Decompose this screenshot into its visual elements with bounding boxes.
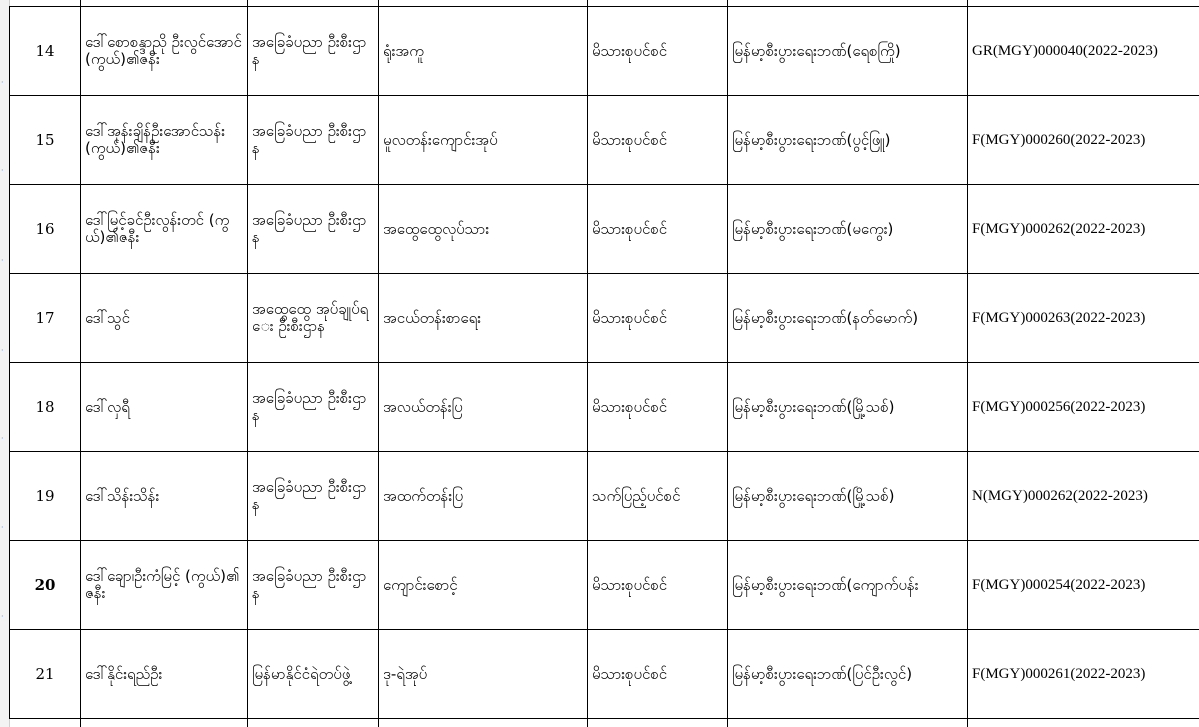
department-cell[interactable]: အထွေထွေ အုပ်ချုပ်ရေး ဦးစီးဌာန bbox=[248, 274, 379, 363]
name-cell[interactable]: ဒေါ်အုန်းချိန်ဦးအောင်သန်း (ကွယ်)၏ဇနီး bbox=[81, 96, 248, 185]
table-row[interactable] bbox=[10, 274, 1199, 363]
name-cell[interactable]: ဒေါ်သွင် bbox=[81, 274, 248, 363]
gutter-mark: · bbox=[1, 612, 4, 621]
position-cell[interactable]: အထက်တန်းပြ bbox=[379, 452, 588, 541]
position-cell[interactable]: မူလတန်းကျောင်းအုပ် bbox=[379, 96, 588, 185]
bank-branch-cell[interactable]: မြန်မာ့စီးပွားရေးဘဏ်(မကွေး) bbox=[728, 185, 968, 274]
pension-code-cell[interactable]: N(MGY)000262(2022-2023) bbox=[968, 452, 1199, 541]
pension-type-cell[interactable]: မိသားစုပင်စင် bbox=[588, 185, 728, 274]
pension-type-cell[interactable]: မိသားစုပင်စင် bbox=[588, 96, 728, 185]
table-row[interactable] bbox=[10, 185, 1199, 274]
row-number-cell[interactable]: 18 bbox=[10, 363, 81, 452]
department-cell[interactable]: အခြေခံပညာ ဦးစီးဌာန bbox=[248, 541, 379, 630]
bank-branch-cell[interactable]: မြန်မာ့စီးပွားရေးဘဏ်(ပြင်ဦးလွင်) bbox=[728, 630, 968, 719]
name-cell[interactable]: ဒေါ်သိန်းသိန်း bbox=[81, 452, 248, 541]
pension-code-cell[interactable]: GR(MGY)000040(2022-2023) bbox=[968, 7, 1199, 96]
bank-branch-cell[interactable]: မြန်မာ့စီးပွားရေးဘဏ်(မြို့သစ်) bbox=[728, 363, 968, 452]
gutter-mark: · bbox=[1, 78, 4, 87]
pension-code-cell[interactable]: F(MGY)000262(2022-2023) bbox=[968, 185, 1199, 274]
table-row[interactable] bbox=[10, 541, 1199, 630]
name-cell[interactable]: ဒေါ်မြင့်ခင်ဦးလွန်းတင် (ကွယ်)၏ဇနီး bbox=[81, 185, 248, 274]
department-cell[interactable]: အခြေခံပညာ ဦးစီးဌာန bbox=[248, 96, 379, 185]
name-cell[interactable]: ဒေါ်စောစန္ဒာညို ဦးလွင်အောင် (ကွယ်)၏ဇနီး bbox=[81, 7, 248, 96]
gutter-mark: · bbox=[1, 256, 4, 265]
row-number-cell[interactable]: 17 bbox=[10, 274, 81, 363]
pension-code-cell[interactable]: F(MGY)000261(2022-2023) bbox=[968, 630, 1199, 719]
pension-code-cell[interactable]: F(MGY)000263(2022-2023) bbox=[968, 274, 1199, 363]
name-cell[interactable]: ဒေါ်နိုင်းရည်ဦး bbox=[81, 630, 248, 719]
row-number-cell[interactable]: 16 bbox=[10, 185, 81, 274]
department-cell[interactable]: အခြေခံပညာ ဦးစီးဌာန bbox=[248, 452, 379, 541]
pension-code-cell[interactable]: F(MGY)000256(2022-2023) bbox=[968, 363, 1199, 452]
table-row[interactable] bbox=[10, 96, 1199, 185]
pension-code-cell[interactable]: F(MGY)000254(2022-2023) bbox=[968, 541, 1199, 630]
next-row-edge bbox=[9, 719, 1199, 727]
department-cell[interactable]: အခြေခံပညာ ဦးစီးဌာန bbox=[248, 7, 379, 96]
department-cell[interactable]: အခြေခံပညာ ဦးစီးဌာန bbox=[248, 185, 379, 274]
gutter-mark: · bbox=[1, 434, 4, 443]
position-cell[interactable]: အထွေထွေလုပ်သား bbox=[379, 185, 588, 274]
pension-table bbox=[9, 6, 1199, 719]
position-cell[interactable]: အလယ်တန်းပြ bbox=[379, 363, 588, 452]
bank-branch-cell[interactable]: မြန်မာ့စီးပွားရေးဘဏ်(နတ်မောက်) bbox=[728, 274, 968, 363]
bank-branch-cell[interactable]: မြန်မာ့စီးပွားရေးဘဏ်(ကျောက်ပန်း bbox=[728, 541, 968, 630]
pension-type-cell[interactable]: မိသားစုပင်စင် bbox=[588, 541, 728, 630]
pension-type-cell[interactable]: မိသားစုပင်စင် bbox=[588, 7, 728, 96]
row-number-cell[interactable]: 20 bbox=[10, 541, 81, 630]
gutter-mark: · bbox=[1, 523, 4, 532]
row-number-cell[interactable]: 19 bbox=[10, 452, 81, 541]
row-number-cell[interactable]: 15 bbox=[10, 96, 81, 185]
position-cell[interactable]: ကျောင်းစောင့် bbox=[379, 541, 588, 630]
bank-branch-cell[interactable]: မြန်မာ့စီးပွားရေးဘဏ်(ပွင့်ဖြူ) bbox=[728, 96, 968, 185]
bank-branch-cell[interactable]: မြန်မာ့စီးပွားရေးဘဏ်(မြို့သစ်) bbox=[728, 452, 968, 541]
pension-type-cell[interactable]: မိသားစုပင်စင် bbox=[588, 363, 728, 452]
row-number-cell[interactable]: 14 bbox=[10, 7, 81, 96]
table-row[interactable] bbox=[10, 630, 1199, 719]
pension-type-cell[interactable]: မိသားစုပင်စင် bbox=[588, 274, 728, 363]
position-cell[interactable]: အငယ်တန်းစာရေး bbox=[379, 274, 588, 363]
gutter-mark: · bbox=[1, 346, 4, 355]
pension-type-cell[interactable]: သက်ပြည့်ပင်စင် bbox=[588, 452, 728, 541]
name-cell[interactable]: ဒေါ်လှရီ bbox=[81, 363, 248, 452]
pension-type-cell[interactable]: မိသားစုပင်စင် bbox=[588, 630, 728, 719]
department-cell[interactable]: မြန်မာနိုင်ငံရဲတပ်ဖွဲ့ bbox=[248, 630, 379, 719]
department-cell[interactable]: အခြေခံပညာ ဦးစီးဌာန bbox=[248, 363, 379, 452]
pension-code-cell[interactable]: F(MGY)000260(2022-2023) bbox=[968, 96, 1199, 185]
bank-branch-cell[interactable]: မြန်မာ့စီးပွားရေးဘဏ်(ရေစကြို) bbox=[728, 7, 968, 96]
table-row[interactable] bbox=[10, 7, 1199, 96]
table-row[interactable] bbox=[10, 363, 1199, 452]
name-cell[interactable]: ဒေါ်ချော၊ဦးကံမြင့် (ကွယ်)၏ဇနီး bbox=[81, 541, 248, 630]
gutter-mark: · bbox=[1, 166, 4, 175]
table-row[interactable] bbox=[10, 452, 1199, 541]
position-cell[interactable]: ဒု-ရဲအုပ် bbox=[379, 630, 588, 719]
position-cell[interactable]: ရုံးအကူ bbox=[379, 7, 588, 96]
row-number-cell[interactable]: 21 bbox=[10, 630, 81, 719]
